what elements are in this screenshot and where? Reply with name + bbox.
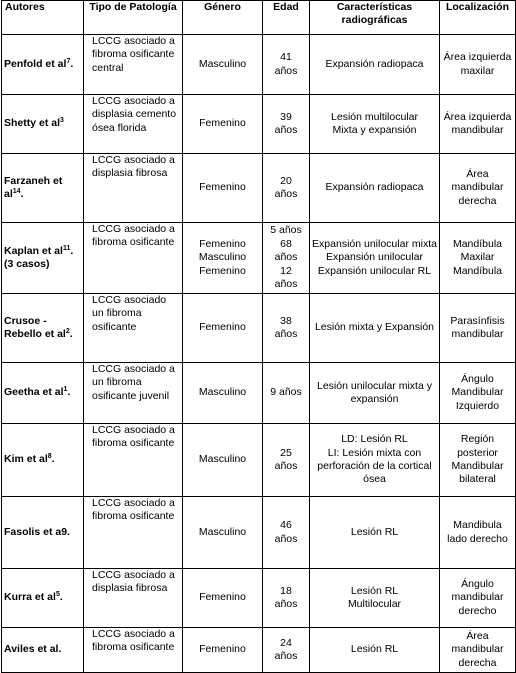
- radiographic-value: Expansión unilocular: [326, 251, 423, 264]
- location-value: Región posterior Mandibular bilateral: [451, 433, 504, 486]
- author-suffix: .: [20, 188, 24, 200]
- radiographic-cell: [310, 95, 440, 154]
- author-name: Crusoe - Rebello et al: [4, 314, 66, 340]
- radiographic-value: Lesión mixta y Expansión: [314, 321, 435, 334]
- gender-value: Femenino: [199, 643, 246, 656]
- author-reference: 7: [66, 57, 71, 65]
- table-row: [2, 569, 516, 628]
- radiographic-cell: [310, 363, 440, 424]
- pathology-cell: LCCG asociado a fibroma osificante: [84, 497, 183, 569]
- radiographic-cell: [310, 497, 440, 569]
- location-cell: [440, 628, 516, 673]
- age-value: 5 años: [270, 224, 302, 237]
- radiographic-value: Lesión multilocular: [331, 110, 418, 123]
- location-cell: [440, 223, 516, 294]
- author-name: Fasolis et a9.: [4, 525, 70, 538]
- author-reference: 5: [55, 591, 60, 599]
- gender-value: Masculino: [198, 386, 247, 399]
- gender-cell: [183, 424, 263, 497]
- radiographic-value: Expansión unilocular RL: [317, 264, 432, 277]
- gender-value: Femenino: [199, 591, 246, 604]
- author-cell: [2, 223, 84, 294]
- location-value: Área mandibular derecha: [451, 629, 504, 669]
- table-row: [2, 223, 516, 294]
- author-suffix: .: [67, 386, 71, 399]
- location-cell: [440, 35, 516, 95]
- age-cell: [263, 95, 310, 154]
- header-edad: Edad: [263, 1, 310, 35]
- header-genero: Género: [183, 1, 263, 35]
- author-reference: 3: [60, 117, 64, 125]
- radiographic-cell: [310, 35, 440, 95]
- age-cell: [263, 363, 310, 424]
- author-reference: 1: [63, 386, 68, 394]
- age-value: 12 años: [274, 264, 298, 291]
- pathology-cell: LCCG asociado a fibroma osificante: [84, 223, 183, 294]
- radiographic-cell: [310, 294, 440, 363]
- author-cell: [2, 363, 84, 424]
- gender-cell: [183, 95, 263, 154]
- gender-cell: [183, 154, 263, 223]
- gender-cell: [183, 223, 263, 294]
- author-name: Kaplan et al: [4, 244, 63, 257]
- author-suffix: .: [70, 57, 74, 70]
- author-reference: 8: [47, 453, 52, 461]
- gender-cell: [183, 628, 263, 673]
- location-cell: [440, 569, 516, 628]
- header-caracteristicas: Características radiográficas: [310, 1, 440, 35]
- age-cell: [263, 497, 310, 569]
- age-cell: [263, 223, 310, 294]
- location-value: Mandíbula: [452, 264, 503, 277]
- author-cell: [2, 497, 84, 569]
- radiographic-value: Expansión radiopaca: [325, 181, 424, 194]
- age-value: 18 años: [274, 584, 298, 610]
- author-cell: [2, 35, 84, 95]
- author-cell: [2, 569, 84, 628]
- author-name: Kim et al: [4, 453, 48, 466]
- header-localizacion: Localización: [440, 1, 516, 35]
- age-cell: [263, 628, 310, 673]
- radiographic-value: Mixta y expansión: [332, 124, 417, 136]
- pathology-cell: LCCG asociado un fibroma osificante: [84, 294, 183, 363]
- table-row: [2, 628, 516, 673]
- gender-value: Femenino: [199, 181, 246, 194]
- gender-value: Masculino: [198, 57, 247, 70]
- author-cell: [2, 294, 84, 363]
- radiographic-value: LI: Lesión mixta con perforación de la cortical ósea: [317, 446, 432, 486]
- location-value: Ángulo Mandibular Izquierdo: [451, 372, 504, 412]
- radiographic-cell: [310, 569, 440, 628]
- radiographic-value: Lesión RL: [350, 643, 399, 656]
- location-value: Área mandibular derecha: [451, 167, 504, 207]
- location-value: Área izquierda mandibular: [443, 110, 512, 136]
- location-value: Área izquierda maxilar: [443, 51, 512, 77]
- header-tipo-patologia: Tipo de Patología: [84, 1, 183, 35]
- author-suffix: . (3 casos): [4, 244, 74, 270]
- location-cell: [440, 154, 516, 223]
- gender-value: Femenino: [199, 321, 246, 334]
- table-body: [2, 35, 516, 673]
- gender-cell: [183, 497, 263, 569]
- pathology-cell: LCCG asociado a fibroma osificante: [84, 424, 183, 497]
- author-cell: [2, 95, 84, 154]
- age-cell: [263, 424, 310, 497]
- gender-value: Masculino: [198, 251, 247, 264]
- author-name: Aviles et al.: [4, 643, 62, 656]
- gender-value: Femenino: [199, 117, 246, 130]
- table-row: [2, 35, 516, 95]
- table-header: [2, 1, 516, 35]
- age-value: 41 años: [274, 51, 298, 77]
- author-reference: 2: [65, 328, 70, 335]
- location-value: Mandibula lado derecho: [447, 519, 508, 545]
- radiographic-value: Lesión unilocular mixta y expansión: [317, 379, 432, 405]
- table-row: [2, 294, 516, 363]
- table-row: [2, 154, 516, 223]
- radiographic-cell: [310, 628, 440, 673]
- radiographic-value: Expansión radiopaca: [325, 57, 424, 70]
- table-row: [2, 497, 516, 569]
- age-value: 39 años: [274, 110, 298, 136]
- location-value: Ángulo mandibular derecho: [451, 577, 504, 617]
- author-name: Kurra et al: [4, 591, 56, 604]
- age-value: 38 años: [274, 314, 298, 340]
- radiographic-cell: [310, 154, 440, 223]
- pathology-cell: LCCG asociado a fibroma osificante central: [84, 35, 183, 95]
- gender-cell: [183, 35, 263, 95]
- gender-value: Masculino: [198, 453, 247, 466]
- author-name: Farzaneh et al: [4, 174, 63, 200]
- pathology-cell: LCCG asociado a displasia cemento ósea florida: [84, 95, 183, 154]
- age-value: 25 años: [274, 446, 298, 472]
- gender-cell: [183, 294, 263, 363]
- age-cell: [263, 294, 310, 363]
- pathology-cell: LCCG asociado a displasia fibrosa: [84, 154, 183, 223]
- gender-value: Masculino: [198, 525, 247, 538]
- pathology-cell: LCCG asociado a displasia fibrosa: [84, 569, 183, 628]
- age-value: 9 años: [270, 386, 302, 399]
- radiographic-value: Expansión unilocular mixta: [312, 237, 437, 250]
- location-cell: [440, 95, 516, 154]
- location-value: Parasínfisis mandibular: [450, 314, 505, 340]
- table-row: [2, 95, 516, 154]
- gender-cell: [183, 569, 263, 628]
- author-name: Geetha et al: [4, 386, 64, 399]
- age-cell: [263, 569, 310, 628]
- age-value: 68 años: [274, 237, 298, 264]
- pathology-cell: LCCG asociado a fibroma osificante: [84, 628, 183, 673]
- author-reference: 11: [62, 244, 71, 252]
- radiographic-cell: [310, 424, 440, 497]
- author-suffix: .: [69, 328, 73, 340]
- author-cell: [2, 628, 84, 673]
- gender-cell: [183, 363, 263, 424]
- author-cell: [2, 424, 84, 497]
- author-name: Penfold et al: [4, 57, 67, 70]
- radiographic-value: Multilocular: [347, 598, 402, 610]
- radiographic-value: Lesión RL: [350, 584, 399, 597]
- gender-value: Femenino: [199, 264, 246, 277]
- age-value: 46 años: [274, 519, 298, 545]
- age-cell: [263, 35, 310, 95]
- table-row: [2, 424, 516, 497]
- table-row: [2, 363, 516, 424]
- gender-value: Femenino: [199, 237, 246, 250]
- author-suffix: .: [59, 591, 63, 604]
- age-value: 20 años: [274, 174, 298, 200]
- author-reference: 14: [12, 188, 21, 195]
- header-autores: Autores: [2, 1, 84, 35]
- radiographic-cell: [310, 223, 440, 294]
- author-cell: [2, 154, 84, 223]
- pathology-cell: LCCG asociado a un fibroma osificante juvenil: [84, 363, 183, 424]
- location-cell: [440, 294, 516, 363]
- header-row: [2, 1, 516, 35]
- age-cell: [263, 154, 310, 223]
- location-cell: [440, 363, 516, 424]
- pathology-table: [1, 0, 516, 673]
- radiographic-value: LD: Lesión RL: [341, 433, 408, 446]
- author-suffix: .: [51, 453, 55, 466]
- author-name: Shetty et al: [4, 117, 61, 130]
- location-value: Maxilar: [460, 251, 495, 264]
- radiographic-value: Lesión RL: [350, 525, 399, 538]
- location-cell: [440, 497, 516, 569]
- location-cell: [440, 424, 516, 497]
- age-value: 24 años: [274, 636, 298, 662]
- location-value: Mandíbula: [452, 237, 503, 250]
